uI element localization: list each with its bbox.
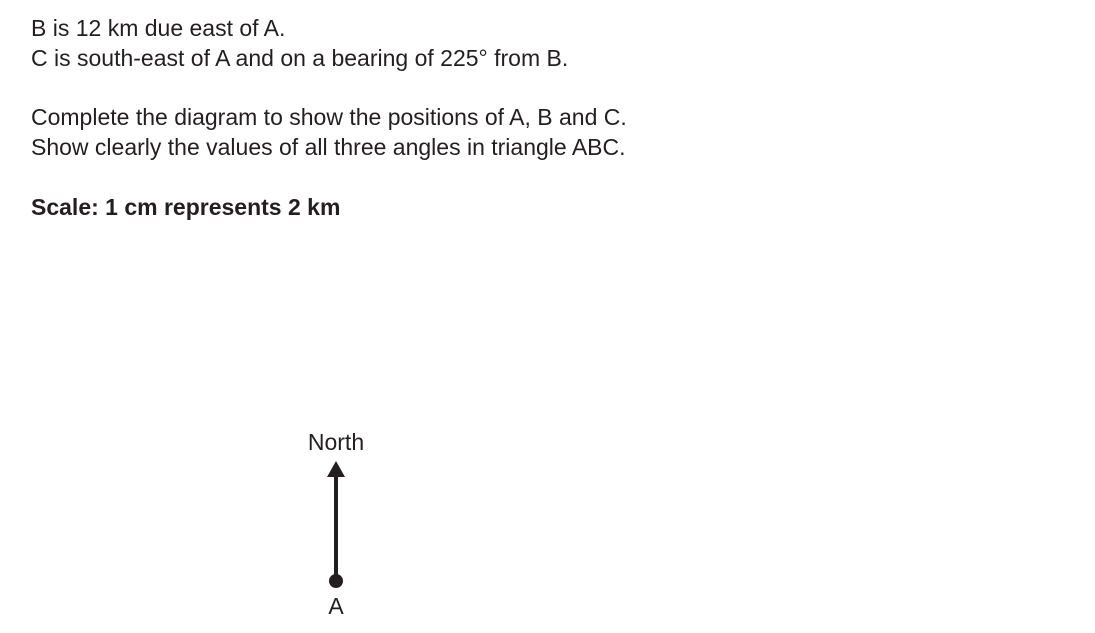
point-a-label: A bbox=[328, 593, 344, 619]
north-arrow-icon bbox=[327, 461, 345, 477]
point-a-dot bbox=[329, 574, 343, 588]
north-label: North bbox=[307, 429, 365, 455]
instruction-line-1: Complete the diagram to show the positions of A, B and C. bbox=[31, 104, 627, 130]
scale-text: Scale: 1 cm represents 2 km bbox=[31, 194, 341, 220]
question-line-2: C is south-east of A and on a bearing of 225° from B. bbox=[31, 45, 569, 71]
instruction-line-2: Show clearly the values of all three angles in triangle ABC. bbox=[31, 134, 626, 160]
question-line-1: B is 12 km due east of A. bbox=[31, 15, 286, 41]
